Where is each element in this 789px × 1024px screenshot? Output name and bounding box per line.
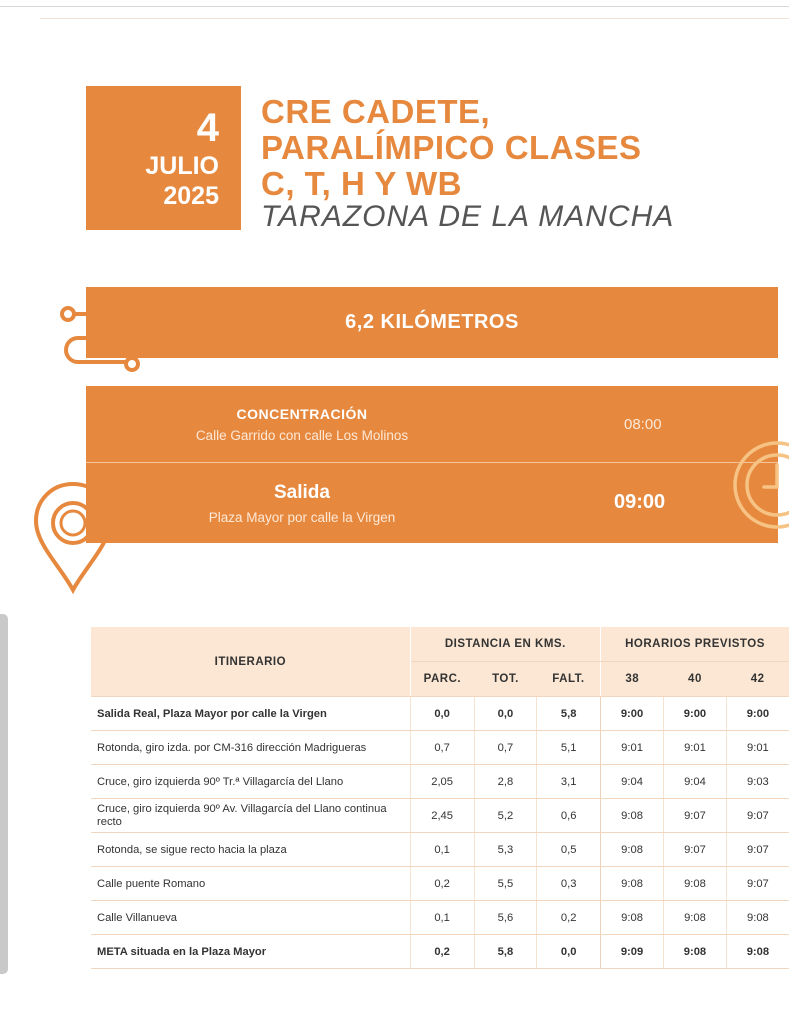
row-parc: 0,2	[410, 935, 474, 969]
row-place: Cruce, giro izquierda 90º Tr.ª Villagarcía del Llano	[91, 765, 410, 799]
row-place: Calle Villanueva	[91, 901, 410, 935]
top-divider-light	[40, 18, 789, 19]
concentracion-label: CONCENTRACIÓN	[236, 406, 368, 422]
row-t38: 9:08	[600, 799, 663, 833]
row-t42: 9:00	[726, 697, 789, 731]
row-falt: 0,5	[537, 833, 601, 867]
row-parc: 2,45	[410, 799, 474, 833]
row-falt: 5,1	[537, 731, 601, 765]
row-t42: 9:08	[726, 935, 789, 969]
row-t38: 9:08	[600, 901, 663, 935]
event-location: TARAZONA DE LA MANCHA	[261, 200, 675, 233]
event-title-line3: C, T, H Y WB	[261, 165, 462, 202]
row-t42: 9:07	[726, 867, 789, 901]
row-falt: 0,2	[537, 901, 601, 935]
row-t38: 9:04	[600, 765, 663, 799]
table-row	[91, 765, 789, 799]
event-title	[261, 94, 781, 202]
distance-bar: 6,2 KILÓMETROS	[86, 287, 778, 358]
row-tot: 0,7	[474, 731, 537, 765]
subheader-42: 42	[726, 662, 789, 697]
row-place: Calle puente Romano	[91, 867, 410, 901]
row-t40: 9:08	[664, 901, 727, 935]
subheader-parc: PARC.	[410, 662, 474, 697]
row-tot: 0,0	[474, 697, 537, 731]
concentracion-place: Calle Garrido con calle Los Molinos	[195, 428, 409, 443]
row-t42: 9:08	[726, 901, 789, 935]
itinerario-header: ITINERARIO	[91, 627, 410, 697]
itinerary-table	[91, 627, 789, 969]
salida-place: Plaza Mayor por calle la Virgen	[208, 510, 396, 525]
date-year: 2025	[163, 182, 219, 210]
schedule-divider	[86, 462, 778, 463]
table-row	[91, 935, 789, 969]
location-pin-icon	[30, 478, 116, 596]
horarios-header: HORARIOS PREVISTOS	[600, 627, 789, 662]
row-place: META situada en la Plaza Mayor	[91, 935, 410, 969]
salida-time: 09:00	[614, 491, 666, 513]
table-row	[91, 799, 789, 833]
row-t38: 9:08	[600, 833, 663, 867]
row-place: Rotonda, se sigue recto hacia la plaza	[91, 833, 410, 867]
row-parc: 0,1	[410, 901, 474, 935]
row-place: Cruce, giro izquierda 90º Av. Villagarcía del Llano continua recto	[91, 799, 410, 833]
row-place: Rotonda, giro izda. por CM-316 dirección Madrigueras	[91, 731, 410, 765]
row-t40: 9:00	[664, 697, 727, 731]
row-parc: 2,05	[410, 765, 474, 799]
row-parc: 0,2	[410, 867, 474, 901]
row-t40: 9:08	[664, 867, 727, 901]
top-divider	[0, 6, 789, 7]
row-tot: 5,6	[474, 901, 537, 935]
date-month: JULIO	[145, 152, 219, 180]
table-row	[91, 697, 789, 731]
row-tot: 5,8	[474, 935, 537, 969]
subheader-tot: TOT.	[474, 662, 537, 697]
row-t42: 9:01	[726, 731, 789, 765]
event-title-line1: CRE CADETE,	[261, 93, 491, 130]
row-falt: 3,1	[537, 765, 601, 799]
row-place: Salida Real, Plaza Mayor por calle la Virgen	[91, 697, 410, 731]
concentracion-time: 08:00	[624, 416, 662, 433]
row-falt: 5,8	[537, 697, 601, 731]
table-row	[91, 833, 789, 867]
row-t40: 9:08	[664, 935, 727, 969]
row-falt: 0,3	[537, 867, 601, 901]
subheader-40: 40	[664, 662, 727, 697]
row-tot: 5,3	[474, 833, 537, 867]
row-t38: 9:00	[600, 697, 663, 731]
route-icon	[58, 300, 148, 376]
table-row	[91, 867, 789, 901]
salida-label: Salida	[274, 482, 330, 503]
row-t42: 9:07	[726, 799, 789, 833]
subheader-falt: FALT.	[537, 662, 601, 697]
row-tot: 2,8	[474, 765, 537, 799]
row-parc: 0,0	[410, 697, 474, 731]
date-day: 4	[196, 106, 219, 150]
table-row	[91, 731, 789, 765]
row-parc: 0,1	[410, 833, 474, 867]
row-t40: 9:07	[664, 833, 727, 867]
scrollbar[interactable]	[0, 614, 8, 974]
row-t42: 9:03	[726, 765, 789, 799]
row-falt: 0,0	[537, 935, 601, 969]
date-box	[86, 86, 241, 230]
row-falt: 0,6	[537, 799, 601, 833]
row-t40: 9:04	[664, 765, 727, 799]
row-t38: 9:09	[600, 935, 663, 969]
schedule-box	[86, 386, 778, 543]
row-tot: 5,2	[474, 799, 537, 833]
row-t38: 9:01	[600, 731, 663, 765]
row-t38: 9:08	[600, 867, 663, 901]
event-title-line2: PARALÍMPICO CLASES	[261, 129, 642, 166]
row-t42: 9:07	[726, 833, 789, 867]
row-t40: 9:01	[664, 731, 727, 765]
row-t40: 9:07	[664, 799, 727, 833]
subheader-38: 38	[600, 662, 663, 697]
row-tot: 5,5	[474, 867, 537, 901]
clock-icon	[722, 440, 789, 530]
row-parc: 0,7	[410, 731, 474, 765]
table-row	[91, 901, 789, 935]
distancia-header: DISTANCIA EN KMS.	[410, 627, 600, 662]
